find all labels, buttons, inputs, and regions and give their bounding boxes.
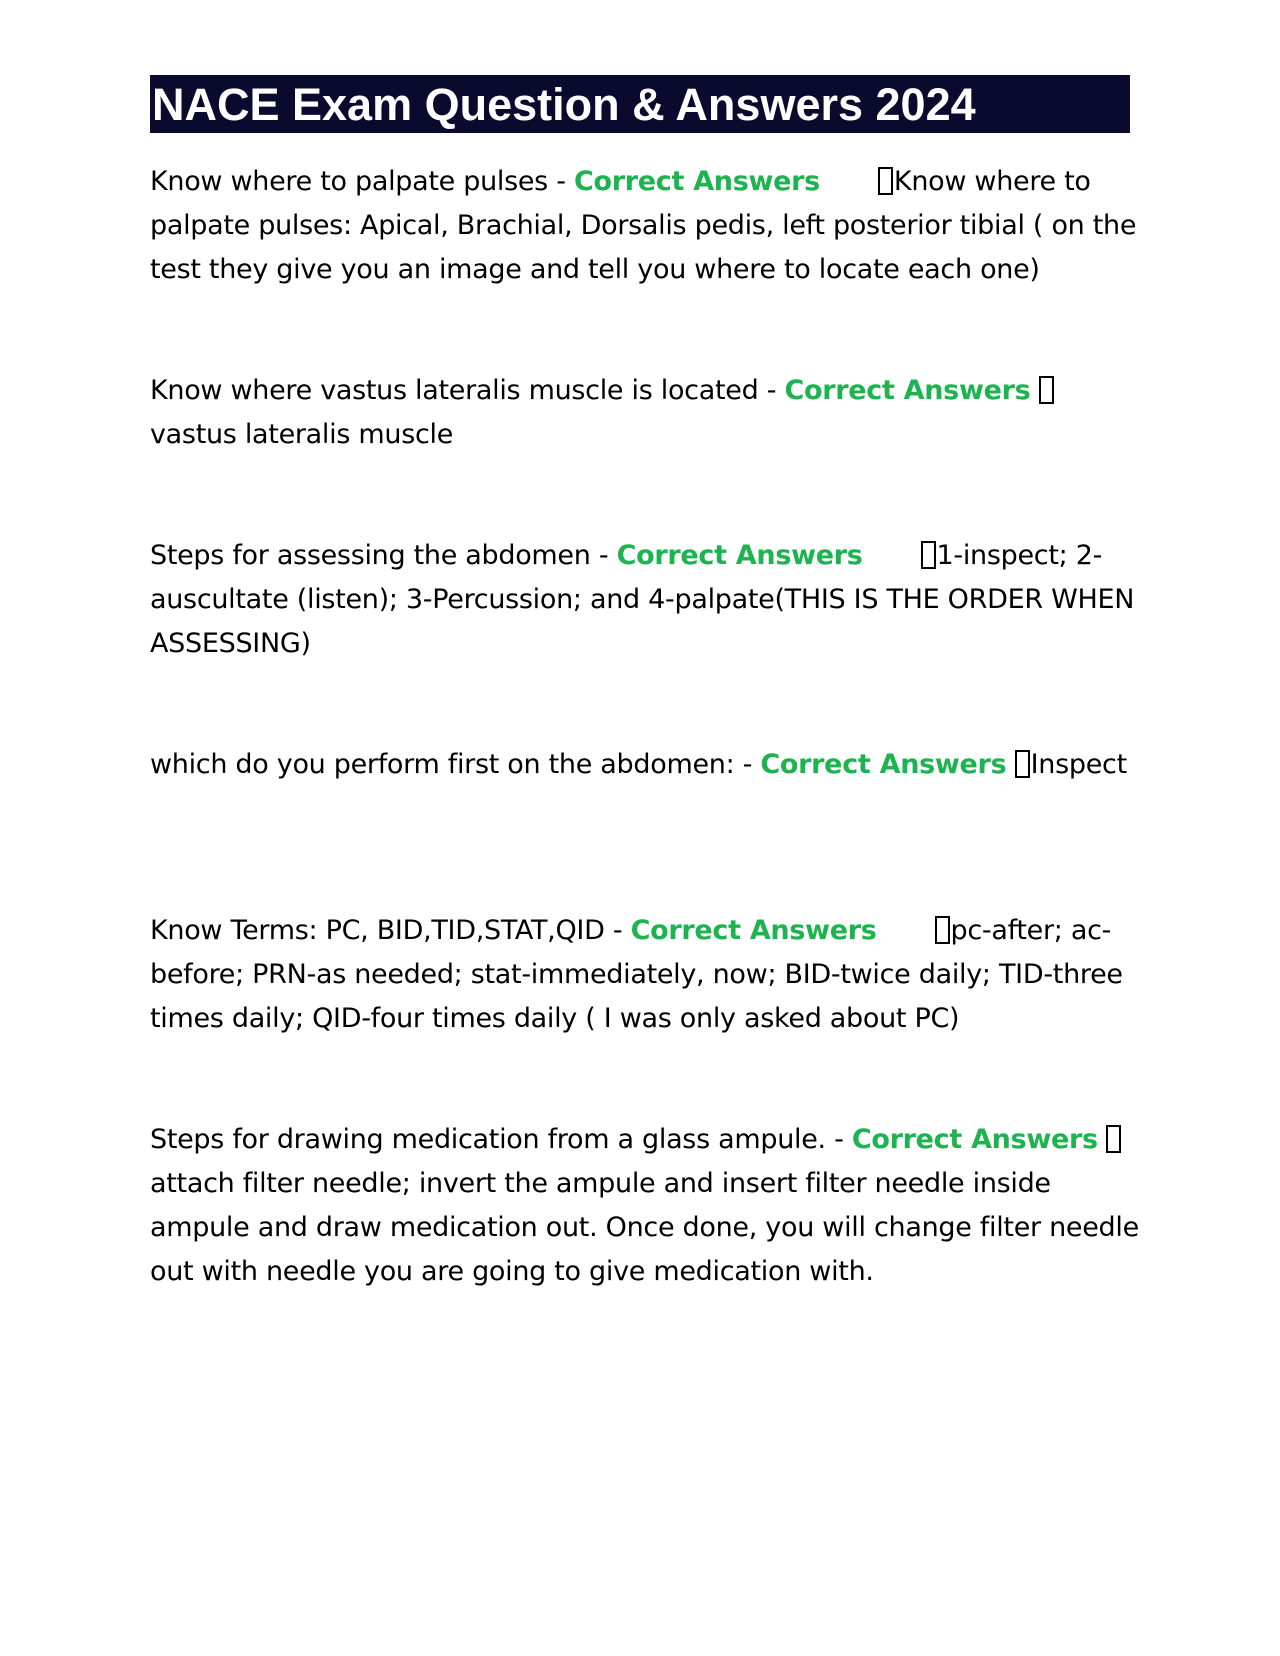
- question-text: which do you perform first on the abdomen:: [150, 749, 735, 780]
- question-text: Know where to palpate pulses: [150, 166, 548, 197]
- document-title: NACE Exam Question & Answers 2024: [152, 78, 976, 130]
- question-text: Know Terms: PC, BID,TID,STAT,QID: [150, 915, 605, 946]
- answer-text: 1-inspect; 2-auscultate (listen); 3-Percussion; and 4-palpate(THIS IS THE ORDER WHEN ASSESSING): [150, 540, 1135, 659]
- correct-answers-label: Correct Answers: [630, 915, 877, 946]
- separator: -: [758, 375, 785, 406]
- separator: -: [734, 749, 761, 780]
- answer-text: Inspect: [1030, 749, 1127, 780]
- correct-answers-label: Correct Answers: [784, 375, 1031, 406]
- qa-item-2: [150, 369, 1140, 457]
- correct-answers-label: Correct Answers: [851, 1124, 1098, 1155]
- missing-glyph-icon: [1015, 750, 1030, 778]
- separator: -: [547, 166, 574, 197]
- answer-text: pc-after; ac-before; PRN-as needed; stat-immediately, now; BID-twice daily; TID-three times daily; QID-four times daily ( I was only asked about PC): [150, 915, 1123, 1034]
- question-text: Steps for assessing the abdomen: [150, 540, 591, 571]
- correct-answers-label: Correct Answers: [616, 540, 863, 571]
- question-text: Steps for drawing medication from a glass ampule.: [150, 1124, 826, 1155]
- separator: -: [825, 1124, 852, 1155]
- separator: -: [604, 915, 631, 946]
- missing-glyph-icon: [921, 541, 936, 569]
- correct-answers-label: Correct Answers: [760, 749, 1007, 780]
- missing-glyph-icon: [1106, 1125, 1121, 1153]
- answer-text: vastus lateralis muscle: [150, 419, 454, 450]
- correct-answers-label: Correct Answers: [573, 166, 820, 197]
- qa-item-5: [150, 909, 1140, 1041]
- answer-text: Know where to palpate pulses: Apical, Brachial, Dorsalis pedis, left posterior tibial ( on the test they give you an image and tell you where to locate each one): [150, 166, 1137, 285]
- missing-glyph-icon: [1039, 376, 1054, 404]
- answer-text: attach filter needle; invert the ampule and insert filter needle inside ampule and draw medication out. Once done, you will change filter needle out with needle you are going to give medication with.: [150, 1168, 1139, 1287]
- separator: -: [590, 540, 617, 571]
- missing-glyph-icon: [878, 167, 893, 195]
- missing-glyph-icon: [935, 916, 950, 944]
- question-text: Know where vastus lateralis muscle is located: [150, 375, 759, 406]
- qa-item-6: [150, 1118, 1140, 1294]
- qa-item-1: [150, 160, 1140, 292]
- title-banner: [150, 75, 1130, 133]
- qa-item-4: [150, 743, 1140, 787]
- qa-item-3: [150, 534, 1140, 666]
